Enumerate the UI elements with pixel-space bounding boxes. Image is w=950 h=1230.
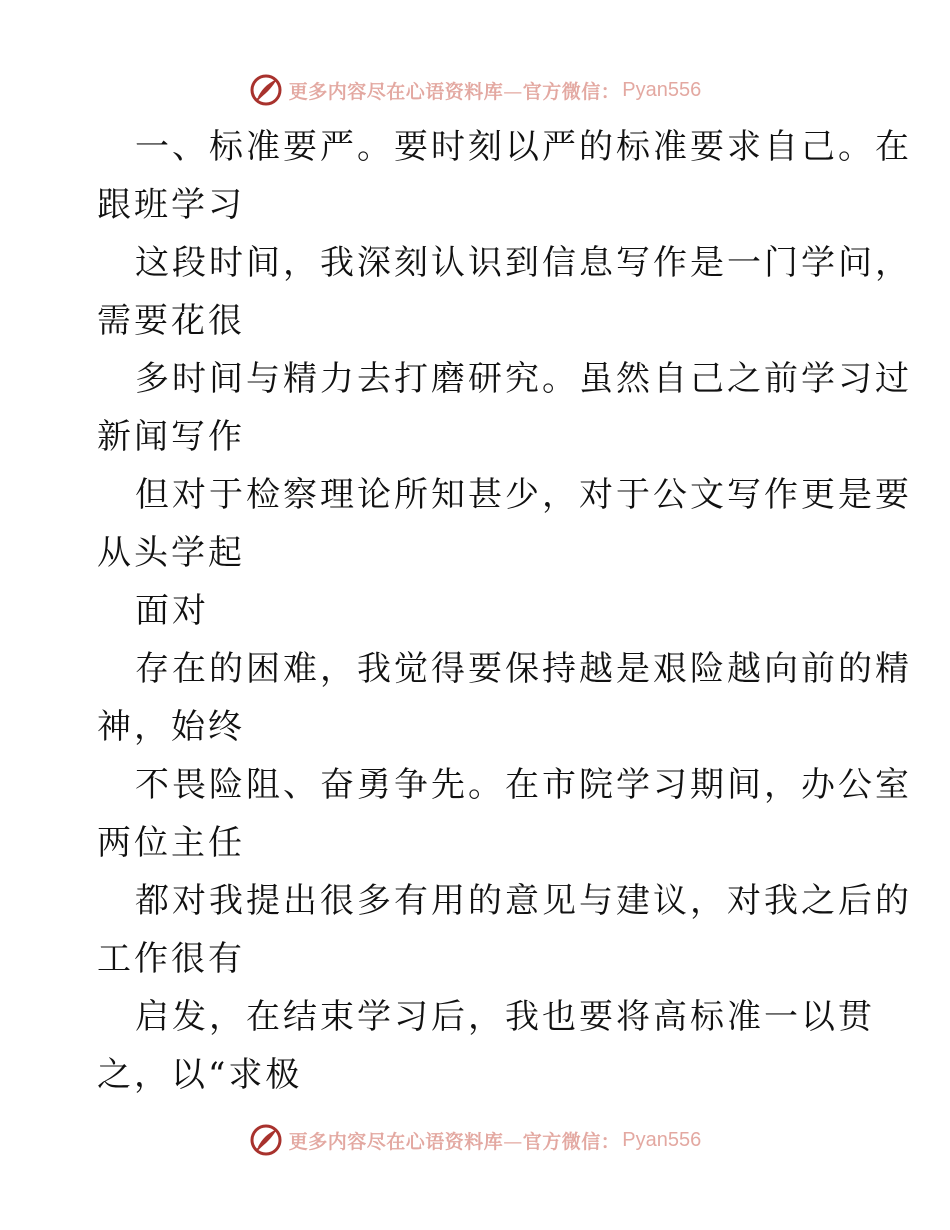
text-line: 需要花很 <box>97 301 245 341</box>
paragraph <box>97 988 875 1104</box>
text-line: 不畏险阻、奋勇争先。在市院学习期间，办公室 <box>135 765 912 805</box>
document-body <box>97 118 912 1104</box>
paragraph <box>97 756 912 872</box>
watermark-wechat-id: Pyan556 <box>622 1128 702 1151</box>
text-line: 这段时间，我深刻认识到信息写作是一门学问， <box>135 243 912 283</box>
feather-pen-logo-icon <box>249 73 283 107</box>
paragraph <box>97 118 912 234</box>
text-line: 两位主任 <box>97 823 245 863</box>
text-line: 神，始终 <box>97 707 245 747</box>
text-line: 都对我提出很多有用的意见与建议，对我之后的 <box>135 881 912 921</box>
text-line: 新闻写作 <box>97 417 245 457</box>
text-line: 多时间与精力去打磨研究。虽然自己之前学习过 <box>135 359 912 399</box>
watermark-text: 更多内容尽在心语资料库—官方微信： <box>288 80 621 103</box>
text-line: 面对 <box>135 591 209 631</box>
text-line: 存在的困难，我觉得要保持越是艰险越向前的精 <box>135 649 912 689</box>
paragraph <box>97 872 912 988</box>
text-line: 工作很有 <box>97 939 245 979</box>
paragraph <box>97 466 912 582</box>
header-watermark <box>0 70 950 110</box>
paragraph <box>97 350 912 466</box>
footer-watermark <box>0 1120 950 1160</box>
watermark-text: 更多内容尽在心语资料库—官方微信： <box>288 1130 621 1153</box>
paragraph <box>97 234 912 350</box>
paragraph <box>97 582 857 640</box>
text-line: 之，以“求极 <box>97 1055 303 1095</box>
text-line: 但对于检察理论所知甚少，对于公文写作更是要 <box>135 475 912 515</box>
text-line: 跟班学习 <box>97 185 245 225</box>
text-line: 一、标准要严。要时刻以严的标准要求自己。在 <box>135 127 912 167</box>
text-line: 从头学起 <box>97 533 245 573</box>
feather-pen-logo-icon <box>249 1123 283 1157</box>
text-line: 启发，在结束学习后，我也要将高标准一以贯 <box>135 997 875 1037</box>
paragraph <box>97 640 912 756</box>
watermark-wechat-id: Pyan556 <box>622 78 702 101</box>
